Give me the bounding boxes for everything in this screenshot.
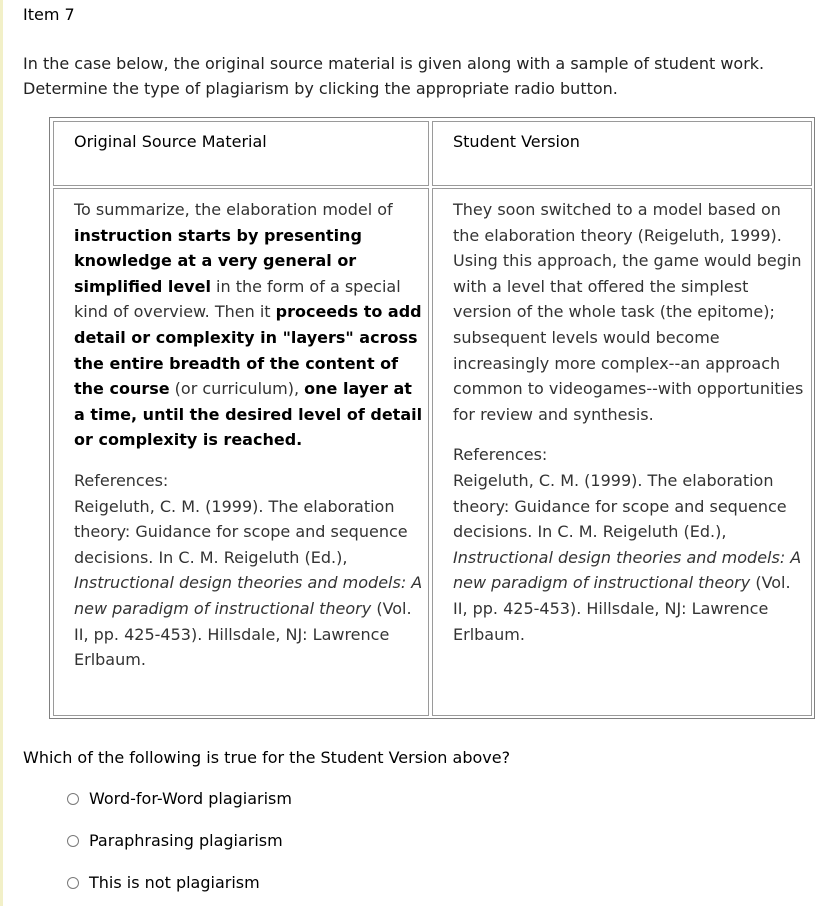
student-content <box>453 197 807 647</box>
original-text-1: To summarize, the elaboration model of <box>74 200 393 219</box>
original-ref-title: Instructional design theories and models: A new paradigm of instructional theory <box>74 573 423 618</box>
student-references-label: References: <box>453 445 548 465</box>
comparison-table <box>49 117 815 719</box>
student-header-cell <box>432 121 812 186</box>
radio-button[interactable] <box>67 835 79 847</box>
original-ref-text-1: Reigeluth, C. M. (1999). The elaboration theory: Guidance for scope and sequence decisions. In C. M. Reigeluth (Ed.), <box>74 496 408 567</box>
student-passage: They soon switched to a model based on the elaboration theory (Reigeluth, 1999). Using this approach, the game would begin with a level that offered the simplest version of the whole task (the epitome); subsequent levels would become increasingly more complex--an approach common to videogames--with opportunities for review and synthesis. <box>453 200 804 424</box>
original-reference <box>74 494 424 673</box>
student-body-cell <box>432 188 812 716</box>
student-ref-text-1: Reigeluth, C. M. (1999). The elaboration theory: Guidance for scope and sequence decisions. In C. M. Reigeluth (Ed.), <box>453 470 787 542</box>
option-word-for-word[interactable] <box>67 787 292 811</box>
student-reference <box>453 468 807 647</box>
original-body-cell <box>53 188 429 716</box>
page-left-stripe <box>0 0 3 906</box>
option-label: Paraphrasing plagiarism <box>89 831 283 850</box>
student-ref-title: Instructional design theories and models: A new paradigm of instructional theory <box>453 547 802 593</box>
option-paraphrasing[interactable] <box>67 829 292 853</box>
question-text: Which of the following is true for the Student Version above? <box>23 748 511 767</box>
option-not-plagiarism[interactable] <box>67 871 292 895</box>
option-label: This is not plagiarism <box>89 873 260 892</box>
original-bold-2: proceeds to add detail or complexity in "layers" across the entire breadth of the content of the course <box>74 302 422 399</box>
original-content <box>74 197 424 673</box>
original-bold-1: instruction starts by presenting knowledge at a very general or simplified level <box>74 225 362 296</box>
original-header: Original Source Material <box>74 132 267 151</box>
radio-button[interactable] <box>67 877 79 889</box>
student-ref-text-2: (Vol. II, pp. 425-453). Hillsdale, NJ: Lawrence Erlbaum. <box>453 573 791 644</box>
answer-options <box>67 787 292 913</box>
radio-button[interactable] <box>67 793 79 805</box>
student-header: Student Version <box>453 132 580 151</box>
original-references-label: References: <box>74 470 169 490</box>
instructions-line-1: In the case below, the original source material is given along with a sample of student work. <box>23 54 765 73</box>
instructions <box>23 51 813 101</box>
original-passage <box>74 197 424 453</box>
option-label: Word-for-Word plagiarism <box>89 789 292 808</box>
item-title: Item 7 <box>23 5 75 24</box>
original-text-2: in the form of a special kind of overview. Then it <box>74 276 401 322</box>
instructions-line-2: Determine the type of plagiarism by clicking the appropriate radio button. <box>23 79 618 98</box>
original-header-cell <box>53 121 429 186</box>
original-text-3: (or curriculum), <box>169 379 305 399</box>
original-ref-text-2: (Vol. II, pp. 425-453). Hillsdale, NJ: Lawrence Erlbaum. <box>74 598 412 670</box>
original-bold-3: one layer at a time, until the desired level of detail or complexity is reached. <box>74 379 423 450</box>
